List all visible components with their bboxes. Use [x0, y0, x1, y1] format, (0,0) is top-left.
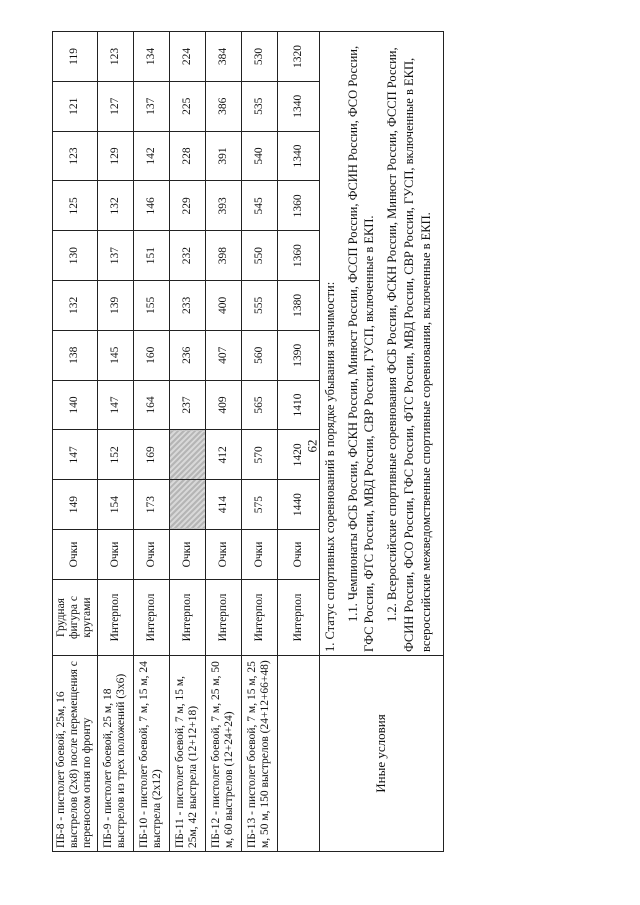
value-cell: 540 — [241, 131, 277, 181]
value-cell: 386 — [205, 81, 241, 131]
value-cell: 139 — [97, 281, 133, 331]
unit-cell: Очки — [277, 530, 319, 580]
unit-cell: Очки — [241, 530, 277, 580]
table-row — [97, 32, 133, 852]
value-cell: 127 — [97, 81, 133, 131]
value-cell: 149 — [53, 480, 98, 530]
other-conditions-row — [319, 32, 443, 852]
value-cell: 550 — [241, 231, 277, 281]
target-cell: Интерпол — [205, 580, 241, 656]
value-cell: 146 — [133, 181, 169, 231]
value-cell: 119 — [53, 32, 98, 82]
shaded-cell — [169, 480, 205, 530]
conditions-paragraph-1: 1. Статус спортивных соревнований в порядке убывания значимости: — [322, 281, 337, 652]
rotated-table-container — [52, 32, 434, 852]
value-cell: 384 — [205, 32, 241, 82]
value-cell: 1340 — [277, 81, 319, 131]
value-cell: 147 — [53, 430, 98, 480]
value-cell: 137 — [97, 231, 133, 281]
value-cell: 132 — [97, 181, 133, 231]
value-cell: 412 — [205, 430, 241, 480]
exercise-cell: ПБ-12 - пистолет боевой, 7 м, 25 м, 50 м, 60 выстрелов (12+24+24) — [205, 656, 241, 852]
unit-cell: Очки — [133, 530, 169, 580]
value-cell: 1420 — [277, 430, 319, 480]
value-cell: 1360 — [277, 231, 319, 281]
target-cell: Интерпол — [241, 580, 277, 656]
target-cell: Грудная фигура с кругами — [53, 580, 98, 656]
value-cell: 560 — [241, 330, 277, 380]
value-cell: 409 — [205, 380, 241, 430]
value-cell: 237 — [169, 380, 205, 430]
shaded-cell — [169, 430, 205, 480]
value-cell: 151 — [133, 231, 169, 281]
value-cell: 1380 — [277, 281, 319, 331]
value-cell: 1440 — [277, 480, 319, 530]
value-cell: 229 — [169, 181, 205, 231]
table-row — [277, 32, 319, 852]
value-cell: 407 — [205, 330, 241, 380]
standards-table — [52, 31, 444, 852]
value-cell: 130 — [53, 231, 98, 281]
value-cell: 233 — [169, 281, 205, 331]
value-cell: 154 — [97, 480, 133, 530]
value-cell: 152 — [97, 430, 133, 480]
value-cell: 140 — [53, 380, 98, 430]
value-cell: 391 — [205, 131, 241, 181]
value-cell: 393 — [205, 181, 241, 231]
value-cell: 123 — [97, 32, 133, 82]
value-cell: 173 — [133, 480, 169, 530]
table-row — [133, 32, 169, 852]
value-cell: 169 — [133, 430, 169, 480]
exercise-cell: ПБ-9 - пистолет боевой, 25 м, 18 выстрелов из трех положений (3х6) — [97, 656, 133, 852]
unit-cell: Очки — [53, 530, 98, 580]
value-cell: 1320 — [277, 32, 319, 82]
value-cell: 123 — [53, 131, 98, 181]
value-cell: 121 — [53, 81, 98, 131]
value-cell: 125 — [53, 181, 98, 231]
value-cell: 236 — [169, 330, 205, 380]
value-cell: 225 — [169, 81, 205, 131]
exercise-cell: ПБ-10 - пистолет боевой, 7 м, 15 м, 24 выстрела (2х12) — [133, 656, 169, 852]
unit-cell: Очки — [97, 530, 133, 580]
table-row — [53, 32, 98, 852]
value-cell: 570 — [241, 430, 277, 480]
value-cell: 232 — [169, 231, 205, 281]
value-cell: 147 — [97, 380, 133, 430]
value-cell: 530 — [241, 32, 277, 82]
target-cell: Интерпол — [133, 580, 169, 656]
value-cell: 164 — [133, 380, 169, 430]
table-body — [53, 32, 320, 852]
exercise-cell — [277, 656, 319, 852]
other-conditions-text — [319, 32, 443, 656]
value-cell: 145 — [97, 330, 133, 380]
target-cell: Интерпол — [169, 580, 205, 656]
value-cell: 228 — [169, 131, 205, 181]
value-cell: 575 — [241, 480, 277, 530]
page-number: 62 — [304, 439, 320, 453]
conditions-paragraph-3: 1.2. Всероссийские спортивные соревнования ФСБ России, ФСКН России, Минюст России, ФССП России, ФСИН России, ФСО России, ГФС России, ФТС России, МВД России, СВР России, ГУСП, включенные в ЕКП, всероссийские межведомственные спортивные соревнования, включенные в ЕКП. — [385, 47, 434, 652]
target-cell: Интерпол — [97, 580, 133, 656]
other-conditions-label: Иные условия — [319, 656, 443, 852]
value-cell: 565 — [241, 380, 277, 430]
value-cell: 142 — [133, 131, 169, 181]
value-cell: 414 — [205, 480, 241, 530]
value-cell: 134 — [133, 32, 169, 82]
value-cell: 400 — [205, 281, 241, 331]
value-cell: 137 — [133, 81, 169, 131]
table-row — [205, 32, 241, 852]
value-cell: 535 — [241, 81, 277, 131]
conditions-paragraph-2: 1.1. Чемпионаты ФСБ России, ФСКН России, Минюст России, ФССП России, ФСИН России, ФСО России, ГФС России, ФТС России, МВД России, СВР России, ГУСП, включенные в ЕКП. — [345, 45, 377, 652]
value-cell: 545 — [241, 181, 277, 231]
target-cell: Интерпол — [277, 580, 319, 656]
table-row — [241, 32, 277, 852]
value-cell: 1410 — [277, 380, 319, 430]
value-cell: 398 — [205, 231, 241, 281]
exercise-cell: ПБ-13 - пистолет боевой, 7 м, 15 м, 25 м, 50 м, 150 выстрелов (24+12+66+48) — [241, 656, 277, 852]
exercise-cell: ПБ-11 - пистолет боевой, 7 м, 15 м, 25м, 42 выстрела (12+12+18) — [169, 656, 205, 852]
value-cell: 555 — [241, 281, 277, 331]
value-cell: 1360 — [277, 181, 319, 231]
exercise-cell: ПБ-8 - пистолет боевой, 25м, 16 выстрелов (2х8) после перемещения с переносом огня по фронту — [53, 656, 98, 852]
value-cell: 155 — [133, 281, 169, 331]
value-cell: 129 — [97, 131, 133, 181]
value-cell: 138 — [53, 330, 98, 380]
value-cell: 224 — [169, 32, 205, 82]
unit-cell: Очки — [169, 530, 205, 580]
table-row — [169, 32, 205, 852]
value-cell: 1390 — [277, 330, 319, 380]
value-cell: 132 — [53, 281, 98, 331]
unit-cell: Очки — [205, 530, 241, 580]
value-cell: 160 — [133, 330, 169, 380]
value-cell: 1340 — [277, 131, 319, 181]
